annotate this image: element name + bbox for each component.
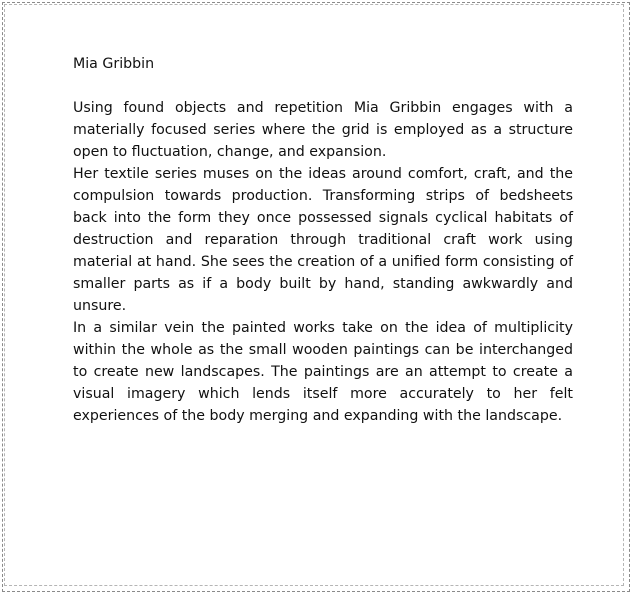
paragraph-painted-works: In a similar vein the painted works take on the idea of multiplicity within the whole as the small wooden paintings can be interchanged to create new landscapes. The paintings are an attempt to create a visual imagery which lends itself more accurately to her felt experiences of the body merging and expanding with the landscape. xyxy=(73,320,573,424)
paragraph-textile-series: Her textile series muses on the ideas around comfort, craft, and the compulsion towards production. Transforming strips of bedsheets back into the form they once possessed signals cyclical habitats of destruction and reparation through traditional craft work using material at hand. She sees the creation of a unified form consisting of smaller parts as if a body built by hand, standing awkwardly and unsure. xyxy=(73,166,573,314)
paragraph-grid-series: Using found objects and repetition Mia Gribbin engages with a materially focused series where the grid is employed as a structure open to fluctuation, change, and expansion. xyxy=(73,100,573,160)
author-name: Mia Gribbin xyxy=(73,56,155,72)
document-body xyxy=(73,53,573,427)
